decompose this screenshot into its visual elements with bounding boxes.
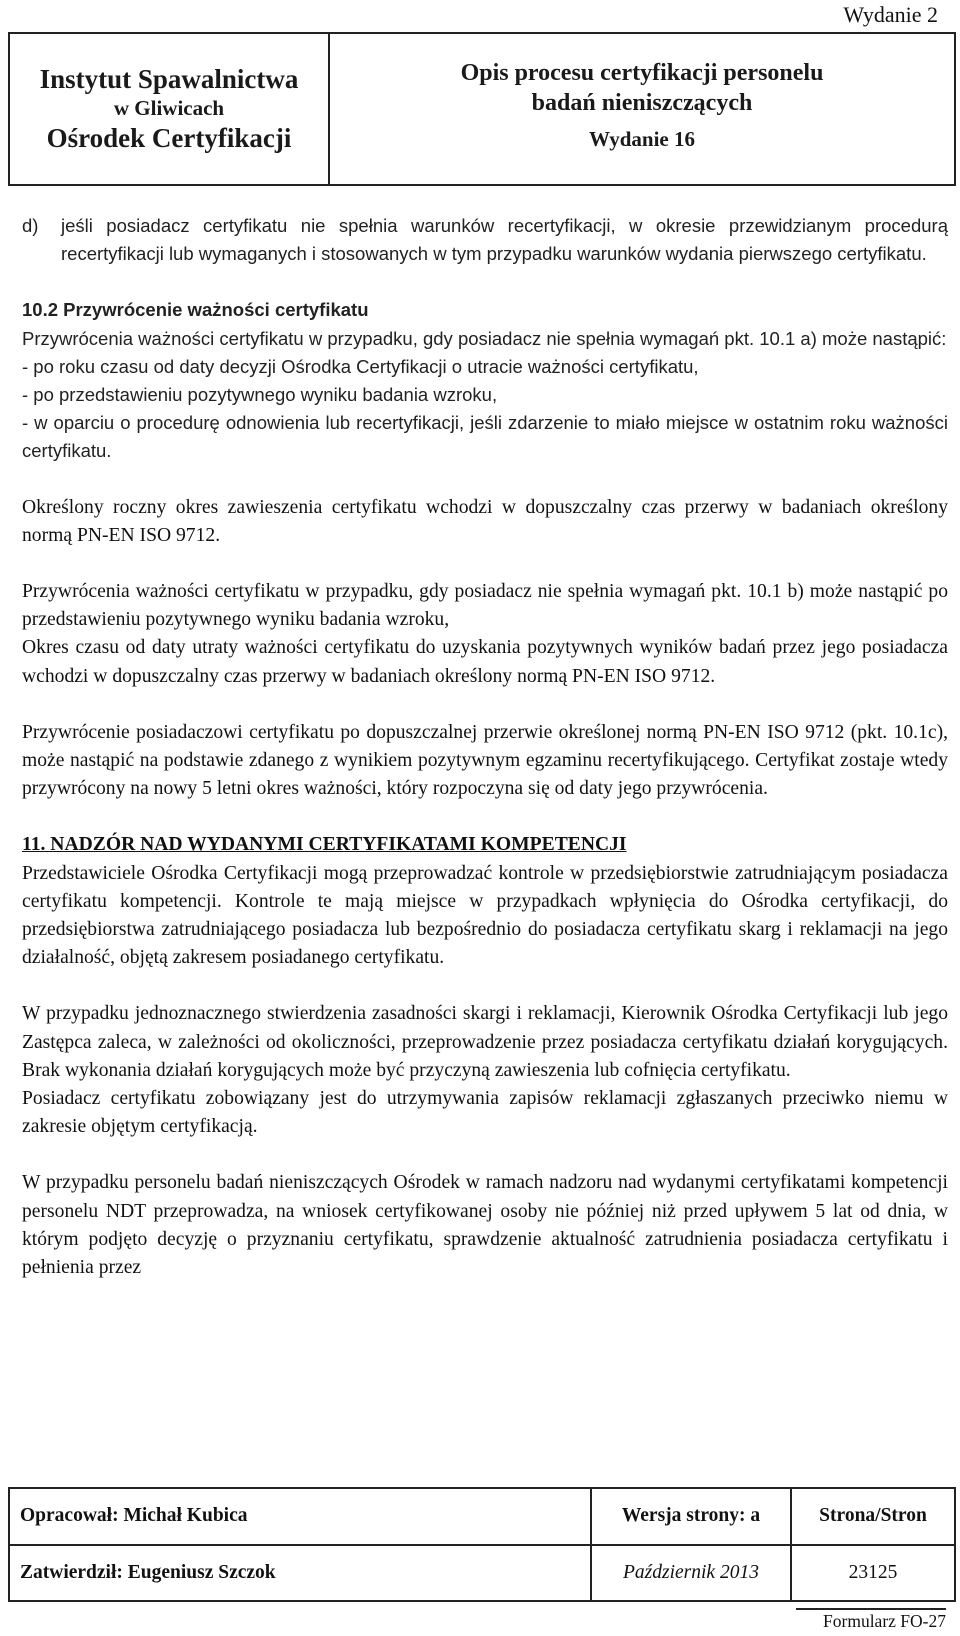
list-item-d	[22, 212, 948, 268]
page-number: 23125	[791, 1545, 955, 1602]
paragraph: Przedstawiciele Ośrodka Certyfikacji mogą przeprowadzać kontrole w przedsiębiorstwie zatrudniającym posiadacza certyfikatu kompetencji. Kontrole te mają miejsce w przypadkach wpłynięcia do Ośrodka certyfikacji, do przedsiębiorstwa zatrudniającego posiadacza lub bezpośrednio do posiadacza certyfikatu skarg i reklamacji na jego działalność, objętą zakresem posiadanego certyfikatu.	[22, 862, 948, 969]
bullet-item: - po roku czasu od daty decyzji Ośrodka Certyfikacji o utracie ważności certyfikatu,	[22, 355, 699, 377]
document-header	[8, 32, 956, 186]
list-item-text: jeśli posiadacz certyfikatu nie spełnia warunków recertyfikacji, w okresie przewidzianym procedurą recertyfikacji lub wymaganych i stosowanych w tym przypadku warunków wydania pierwszego certyfikatu.	[61, 215, 948, 265]
edition-label: Wydanie 2	[843, 2, 938, 27]
paragraph: Przywrócenie posiadaczowi certyfikatu po dopuszczalnej przerwie określonej normą PN-EN ISO 9712 (pkt. 10.1c), może nastąpić na podstawie zdanego z wynikiem pozytywnym egzaminu recertyfikującego. Certyfikat zostaje wtedy przywrócony na nowy 5 letni okres ważności, który rozpoczyna się od daty jego przywrócenia.	[22, 721, 948, 800]
paragraph: W przypadku personelu badań nieniszczących Ośrodek w ramach nadzoru nad wydanymi certyfikatami kompetencji personelu NDT przeprowadza, na wniosek certyfikowanej osoby nie później niż przed upływem 5 lat od dnia, w którym podjęto decyzję o przyznaniu certyfikatu, sprawdzenie aktualność zatrudnienia posiadacza certyfikatu i pełnienia przez	[22, 1172, 948, 1279]
paragraph: Przywrócenia ważności certyfikatu w przypadku, gdy posiadacz nie spełnia wymagań pkt. 10.1 b) może nastąpić po przedstawieniu pozytywnego wyniku badania wzroku,	[22, 581, 948, 631]
paragraph: Określony roczny okres zawieszenia certyfikatu wchodzi w dopuszczalny czas przerwy w badaniach określony normą PN-EN ISO 9712.	[22, 496, 948, 546]
certification-center-name: Ośrodek Certyfikacji	[46, 123, 292, 153]
document-title: Opis procesu certyfikacji personelu	[460, 60, 824, 86]
document-body	[22, 212, 948, 1282]
paragraph: Okres czasu od daty utraty ważności certyfikatu do uzyskania pozytywnych wyników badań przez jego posiadacza wchodzi w dopuszczalny czas przerwy w badaniach określony normą PN-EN ISO 9712.	[22, 637, 948, 687]
institute-cell	[9, 33, 329, 185]
institute-name: Instytut Spawalnictwa	[39, 64, 299, 94]
document-edition: Wydanie 16	[589, 127, 695, 151]
bullet-item: - w oparciu o procedurę odnowienia lub recertyfikacji, jeśli zdarzenie to miało miejsce w ostatnim roku ważności certyfikatu.	[22, 412, 948, 462]
document-subtitle: badań nieniszczących	[531, 90, 753, 116]
paragraph: W przypadku jednoznacznego stwierdzenia zasadności skargi i reklamacji, Kierownik Ośrodka Certyfikacji lub jego Zastępca zaleca, w zależności od okoliczności, przeprowadzenie przez posiadacza certyfikatu działań korygujących. Brak wykonania działań korygujących może być przyczyną zawieszenia lub cofnięcia certyfikatu.	[22, 1003, 948, 1081]
document-title-cell	[329, 33, 955, 185]
institute-city: w Gliwicach	[113, 96, 225, 120]
prepared-by: Opracował: Michał Kubica	[9, 1488, 591, 1545]
section-11-heading: 11. NADZÓR NAD WYDANYMI CERTYFIKATAMI KOMPETENCJI	[22, 834, 627, 856]
page-label: Strona/Stron	[791, 1488, 955, 1545]
document-footer	[8, 1487, 956, 1602]
issue-date: Październik 2013	[591, 1545, 791, 1602]
section-10-2-heading: 10.2 Przywrócenie ważności certyfikatu	[22, 299, 369, 321]
approved-by: Zatwierdził: Eugeniusz Szczok	[9, 1545, 591, 1602]
section-10-2-intro: Przywrócenia ważności certyfikatu w przypadku, gdy posiadacz nie spełnia wymagań pkt. 10.1 a) może nastąpić:	[22, 327, 947, 349]
list-item-label: d)	[22, 215, 39, 236]
paragraph: Posiadacz certyfikatu zobowiązany jest do utrzymywania zapisów reklamacji zgłaszanych przeciwko niemu w zakresie objętym certyfikacją.	[22, 1088, 948, 1138]
page-version: Wersja strony: a	[591, 1488, 791, 1545]
form-id: Formularz FO-27	[796, 1608, 946, 1632]
bullet-item: - po przedstawieniu pozytywnego wyniku badania wzroku,	[22, 384, 498, 406]
